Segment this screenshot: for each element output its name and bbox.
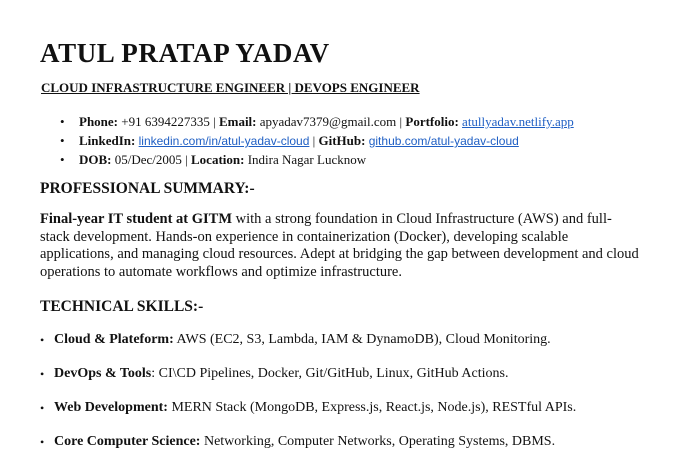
skills-list (40, 331, 576, 467)
skill-text: : CI\CD Pipelines, Docker, Git/GitHub, Linux, GitHub Actions. (151, 366, 509, 381)
summary-lead: Final-year IT student at GITM (40, 211, 233, 227)
contact-item-dob-location (60, 150, 574, 169)
contact-item-phone-email (60, 112, 574, 131)
skill-item-web (40, 399, 576, 433)
skill-text: MERN Stack (MongoDB, Express.js, React.js, Node.js), RESTful APIs. (167, 400, 577, 415)
contact-list (60, 112, 574, 169)
candidate-name: ATUL PRATAP YADAV (40, 38, 330, 68)
skill-item-core-cs (40, 433, 576, 467)
profile-separator: | (309, 133, 319, 148)
skill-label: Cloud & Plateform: (54, 332, 174, 347)
portfolio-label: Portfolio: (405, 114, 459, 129)
summary-text: with a strong foundation in Cloud Infrastructure (AWS) and full-stack development. Hands-on experience in containerization (Docker), developing scalable applications, and managing cloud resources. Adept at bridging the gap between development and cloud operations to automate workflows and optimize infrastructure. (40, 211, 639, 280)
skills-heading: TECHNICAL SKILLS:- (40, 298, 204, 315)
skill-item-devops (40, 365, 576, 399)
skill-item-cloud (40, 331, 576, 365)
location-value: Indira Nagar Lucknow (244, 152, 367, 167)
skill-label: Core Computer Science: (54, 434, 201, 449)
phone-label: Phone: (79, 114, 118, 129)
summary-paragraph (40, 211, 640, 281)
skill-text: AWS (EC2, S3, Lambda, IAM & DynamoDB), Cloud Monitoring. (173, 332, 551, 347)
skill-label: DevOps & Tools (54, 366, 152, 381)
linkedin-label: LinkedIn: (79, 133, 136, 148)
email-value: apyadav7379@gmail.com | (256, 114, 406, 129)
contact-item-profiles (60, 131, 574, 150)
job-title: CLOUD INFRASTRUCTURE ENGINEER | DEVOPS ENGINEER (41, 80, 420, 95)
dob-label: DOB: (79, 152, 112, 167)
github-label: GitHub: (318, 133, 366, 148)
skill-text: Networking, Computer Networks, Operating Systems, DBMS. (200, 434, 556, 449)
linkedin-link[interactable]: linkedin.com/in/atul-yadav-cloud (138, 134, 310, 148)
skill-label: Web Development: (54, 400, 168, 415)
location-label: Location: (191, 152, 245, 167)
dob-value: 05/Dec/2005 | (111, 152, 192, 167)
summary-heading: PROFESSIONAL SUMMARY:- (40, 180, 255, 197)
github-link[interactable]: github.com/atul-yadav-cloud (368, 134, 519, 148)
phone-value: +91 6394227335 | (118, 114, 219, 129)
portfolio-link[interactable]: atullyadav.netlify.app (462, 114, 574, 129)
email-label: Email: (218, 114, 257, 129)
